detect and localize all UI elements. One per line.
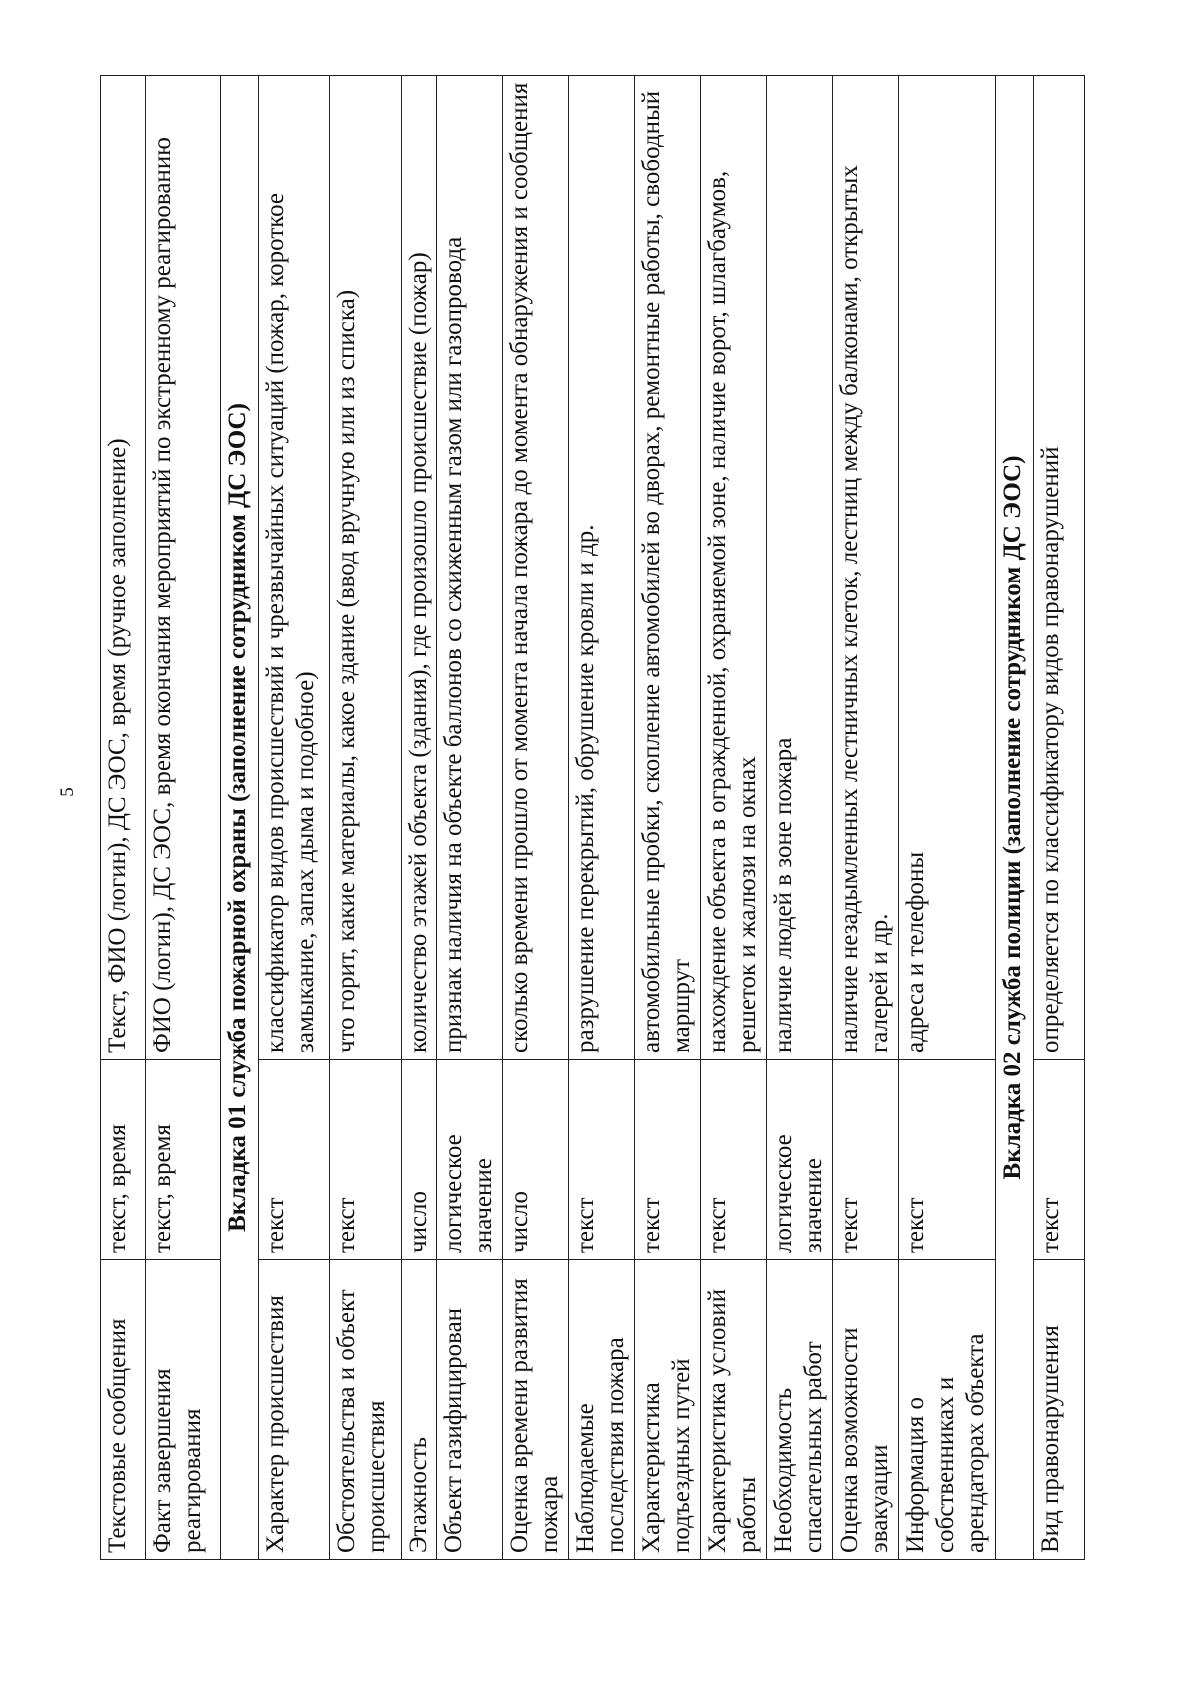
field-name-cell: Обстоятельства и объект происшествия [330,1260,401,1560]
field-type-cell: текст [899,1060,995,1260]
section-row-fire [220,76,259,1560]
field-description-cell: признак наличия на объекте баллонов со сжиженным газом или газопровода [437,76,503,1060]
table-row [145,76,220,1560]
table-row [437,76,503,1560]
field-description-cell: количество этажей объекта (здания), где произошло происшествие (пожар) [401,76,437,1060]
field-type-cell: число [401,1060,437,1260]
field-description-cell: что горит, какие материалы, какое здание (ввод вручную или из списка) [330,76,401,1060]
field-type-cell: текст [701,1060,767,1260]
document-table-container [100,75,1085,1560]
field-description-cell: наличие незадымленных лестничных клеток, лестниц между балконами, открытых галерей и др. [833,76,899,1060]
field-type-cell: текст [1034,1060,1085,1260]
field-name-cell: Информация о собственниках и арендаторах объекта [899,1260,995,1560]
table-row [101,76,146,1560]
field-description-cell: разрушение перекрытий, обрушение кровли и др. [569,76,635,1060]
field-name-cell: Характеристика условий работы [701,1260,767,1560]
field-name-cell: Оценка времени развития пожара [503,1260,569,1560]
field-name-cell: Наблюдаемые последствия пожара [569,1260,635,1560]
field-description-cell: автомобильные пробки, скопление автомобилей во дворах, ремонтные работы, свободный маршрут [635,76,701,1060]
table-row [569,76,635,1560]
field-name-cell: Характер происшествия [259,1260,330,1560]
field-name-cell: Объект газифицирован [437,1260,503,1560]
field-name-cell: Текстовые сообщения [101,1260,146,1560]
table-row [635,76,701,1560]
parameters-table [100,75,1085,1560]
table-row [899,76,995,1560]
field-description-cell: ФИО (логин), ДС ЭОС, время окончания мероприятий по экстренному реагированию [145,76,220,1060]
section-heading-fire: Вкладка 01 служба пожарной охраны (заполнение сотрудником ДС ЭОС) [220,76,259,1560]
field-description-cell: наличие людей в зоне пожара [767,76,833,1060]
page-number: 5 [57,787,78,797]
field-type-cell: число [503,1060,569,1260]
table-row [701,76,767,1560]
field-type-cell: текст [259,1060,330,1260]
field-type-cell: логическое значение [767,1060,833,1260]
field-name-cell: Необходимость спасательных работ [767,1260,833,1560]
field-name-cell: Факт завершения реагирования [145,1260,220,1560]
field-name-cell: Оценка возможности эвакуации [833,1260,899,1560]
field-name-cell: Этажность [401,1260,437,1560]
field-type-cell: текст [833,1060,899,1260]
table-row [767,76,833,1560]
table-row [503,76,569,1560]
section-row-police [995,76,1034,1560]
field-type-cell: текст, время [145,1060,220,1260]
table-row [401,76,437,1560]
field-description-cell: сколько времени прошло от момента начала пожара до момента обнаружения и сообщения [503,76,569,1060]
field-type-cell: текст [635,1060,701,1260]
section-heading-police: Вкладка 02 служба полиции (заполнение сотрудником ДС ЭОС) [995,76,1034,1560]
table-row [259,76,330,1560]
table-row [833,76,899,1560]
field-name-cell: Характеристика подъездных путей [635,1260,701,1560]
field-description-cell: Текст, ФИО (логин), ДС ЭОС, время (ручное заполнение) [101,76,146,1060]
field-type-cell: текст, время [101,1060,146,1260]
field-name-cell: Вид правонарушения [1034,1260,1085,1560]
field-description-cell: нахождение объекта в огражденной, охраняемой зоне, наличие ворот, шлагбаумов, решеток и жалюзи на окнах [701,76,767,1060]
field-description-cell: классификатор видов происшествий и чрезвычайных ситуаций (пожар, короткое замыкание, запах дыма и подобное) [259,76,330,1060]
table-row [1034,76,1085,1560]
field-type-cell: текст [569,1060,635,1260]
field-description-cell: адреса и телефоны [899,76,995,1060]
field-description-cell: определяется по классификатору видов правонарушений [1034,76,1085,1060]
field-type-cell: логическое значение [437,1060,503,1260]
table-row [330,76,401,1560]
field-type-cell: текст [330,1060,401,1260]
